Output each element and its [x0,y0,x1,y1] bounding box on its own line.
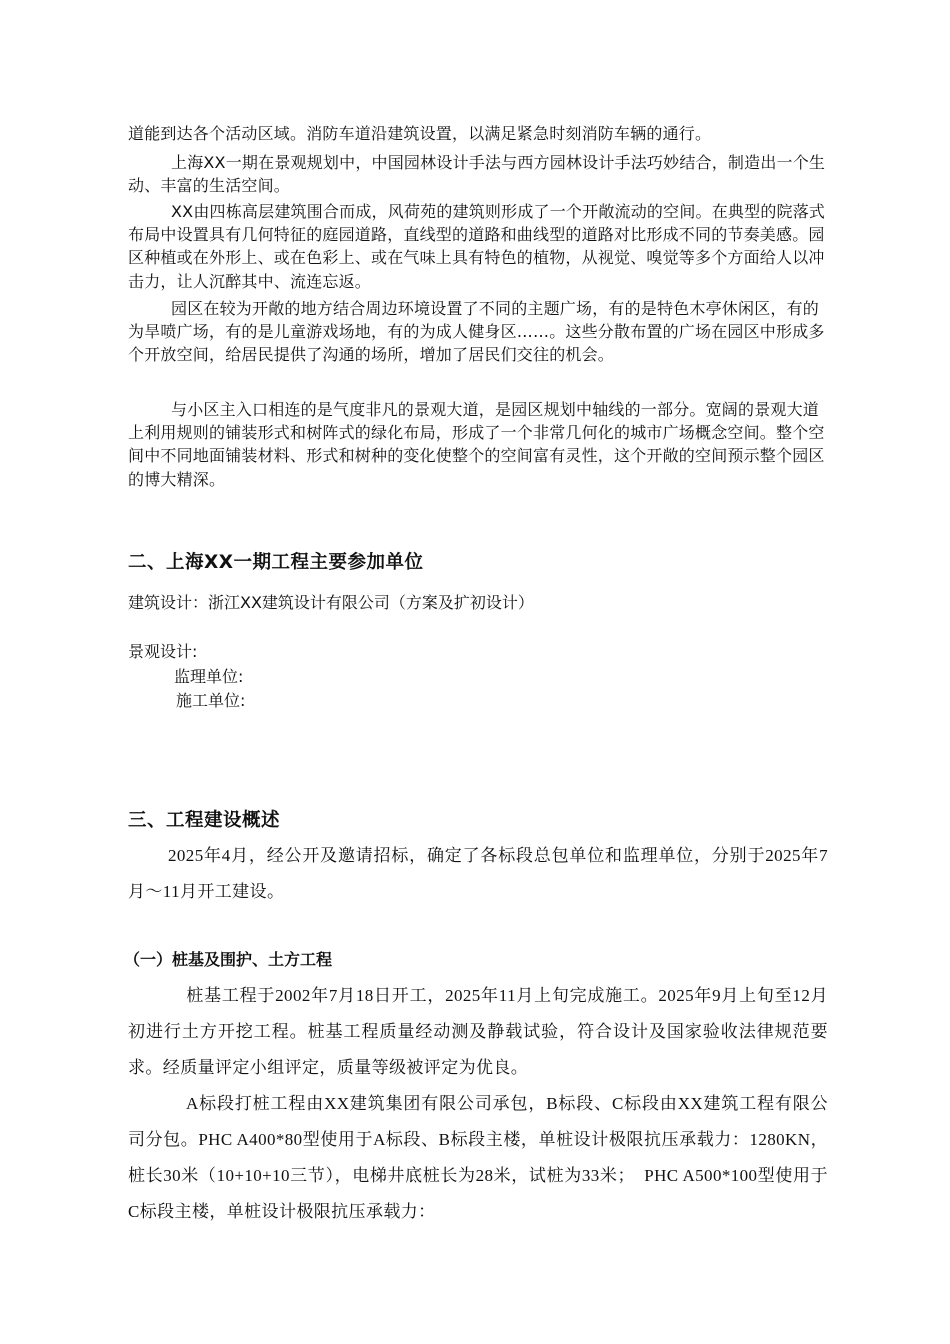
architecture-design-line: 建筑设计：浙江XX建筑设计有限公司（方案及扩初设计） [128,593,534,612]
intro-paragraph-3-text: 园区在较为开敞的地方结合周边环境设置了不同的主题广场，有的是特色木亭休闲区，有的为旱喷广场，有的是儿童游戏场地，有的为成人健身区……。这些分散布置的广场在园区中形成多个开放空间，给居民提供了沟通的场所，增加了居民们交往的机会。 [128,299,825,365]
subsection-1-paragraph-2-text: A标段打桩工程由XX建筑集团有限公司承包，B标段、C标段由XX建筑工程有限公司分包。PHC A400*80型使用于A标段、B标段主楼，单桩设计极限抗压承载力：1280KN，桩长30米（10+10+10三节），电梯井底桩长为28米，试桩为33米； PHC A500*100型使用于C标段主楼，单桩设计极限抗压承载力： [128,1094,828,1221]
supervision-unit-label: 监理单位: [174,667,244,686]
intro-paragraph-2 [128,200,828,293]
intro-paragraph-4-text: 与小区主入口相连的是气度非凡的景观大道，是园区规划中轴线的一部分。宽阔的景观大道上利用规则的铺装形式和树阵式的绿化布局，形成了一个非常几何化的城市广场概念空间。整个空间中不同地面铺装材料、形式和树种的变化使整个的空间富有灵性，这个开敞的空间预示整个园区的博大精深。 [128,400,825,489]
subsection-1-paragraph-1-text: 桩基工程于2002年7月18日开工，2025年11月上旬完成施工。2025年9月上旬至12月初进行土方开挖工程。桩基工程质量经动测及静载试验，符合设计及国家验收法律规范要求。经质量评定小组评定，质量等级被评定为优良。 [128,986,828,1077]
subsection-1-paragraph-1 [128,978,828,1086]
subsection-1-paragraph-2 [128,1086,828,1230]
intro-paragraph-3 [128,297,828,367]
intro-paragraph-1 [128,151,828,197]
intro-paragraph-2-text: XX由四栋高层建筑围合而成，风荷苑的建筑则形成了一个开敞流动的空间。在典型的院落式布局中设置具有几何特征的庭园道路，直线型的道路和曲线型的道路对比形成不同的节奏美感。园区种植或在外形上、或在色彩上、或在气味上具有特色的植物，从视觉、嗅觉等多个方面给人以冲击力，让人沉醉其中、流连忘返。 [128,202,826,291]
section-3-overview-text: 2025年4月，经公开及邀请招标，确定了各标段总包单位和监理单位，分别于2025年7月～11月开工建设。 [128,846,828,901]
construction-unit-label: 施工单位: [176,691,246,710]
intro-paragraph-1-text: 上海XX一期在景观规划中，中国园林设计手法与西方园林设计手法巧妙结合，制造出一个生动、丰富的生活空间。 [128,153,826,196]
intro-paragraph-4 [128,398,828,491]
section-3-overview [128,838,828,910]
intro-paragraph-0: 道能到达各个活动区域。消防车道沿建筑设置，以满足紧急时刻消防车辆的通行。 [128,124,712,143]
section-3-heading: 三、工程建设概述 [128,810,281,831]
subsection-1-heading: （一）桩基及围护、土方工程 [124,950,333,969]
landscape-design-label: 景观设计: [128,642,198,661]
section-2-heading: 二、上海XX一期工程主要参加单位 [128,552,424,573]
